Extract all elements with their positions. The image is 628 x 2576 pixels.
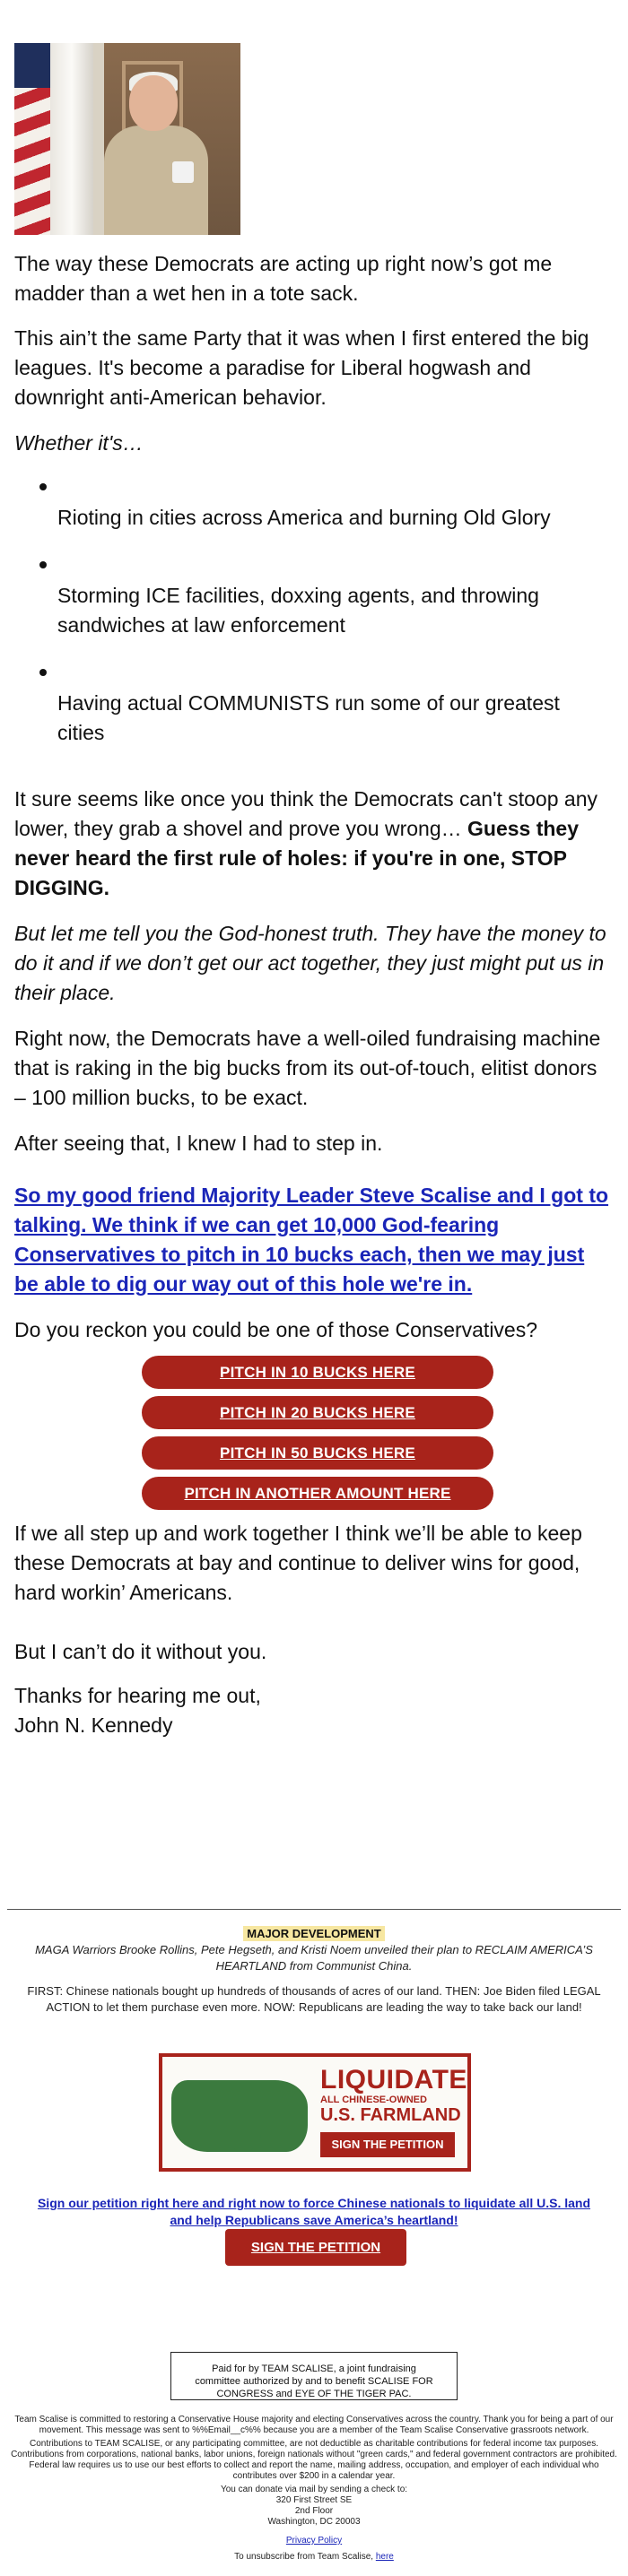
paragraph-fundraising: Right now, the Democrats have a well-oiled fundraising machine that is raking in the big bucks from its out-of-touch, elitist donors – 100 million bucks, to be exact. (14, 1027, 601, 1109)
pitch-50-button[interactable]: PITCH IN 50 BUCKS HERE (142, 1436, 493, 1470)
pitch-20-button[interactable]: PITCH IN 20 BUCKS HERE (142, 1396, 493, 1429)
unsubscribe-row: To unsubscribe from Team Scalise, here (234, 2552, 394, 2562)
list-item: Rioting in cities across America and burning Old Glory (14, 471, 610, 533)
pitch-other-button[interactable]: PITCH IN ANOTHER AMOUNT HERE (142, 1477, 493, 1510)
address-line-2: 2nd Floor (294, 2506, 334, 2516)
paragraph-intro: The way these Democrats are acting up right now’s got me madder than a wet hen in a tote sack. (14, 252, 553, 305)
address-line-1: 320 First Street SE (275, 2495, 353, 2505)
portrait-photo (14, 43, 240, 235)
banner-petition-button: SIGN THE PETITION (320, 2132, 455, 2157)
paragraph-truth: But let me tell you the God-honest truth. They have the money to do it and if we don’t get our act together, they just might put us in their place. (14, 922, 606, 1004)
mug-graphic (172, 161, 194, 183)
paragraph-party: This ain’t the same Party that it was when I first entered the big leagues. It's become a paradise for Liberal hogwash and downright anti-American behavior. (14, 326, 589, 409)
privacy-row (9, 2536, 619, 2546)
paid-for-box: Paid for by TEAM SCALISE, a joint fundraising committee authorized by and to benefit SCALISE FOR CONGRESS and EYE OF THE TIGER PAC. (170, 2352, 458, 2400)
scalise-donate-link[interactable]: So my good friend Majority Leader Steve Scalise and I got to talking. We think if we can get 10,000 God-fearing Conservatives to pitch in 10 bucks each, then we may just be able to dig our way out of this hole we're in. (14, 1184, 609, 1296)
footer-intro: MAGA Warriors Brooke Rollins, Pete Hegseth, and Kristi Noem unveiled their plan to RECLAIM AMERICA’S HEARTLAND from Communist China. (35, 1943, 593, 1973)
paragraph-without-you: But I can’t do it without you. (14, 1640, 267, 1663)
paragraph-work-together: If we all step up and work together I think we’ll be able to keep these Democrats at bay and continue to deliver wins for good, hard workin’ Americans. (14, 1522, 582, 1604)
list-item: Having actual COMMUNISTS run some of our greatest cities (14, 656, 610, 748)
sign-petition-button[interactable]: SIGN THE PETITION (225, 2229, 406, 2266)
address-line-3: Washington, DC 20003 (267, 2517, 361, 2527)
paragraph-whether: Whether it's… (14, 431, 144, 455)
signature: John N. Kennedy (14, 1713, 173, 1737)
us-map-icon (171, 2080, 308, 2152)
signoff: Thanks for hearing me out, (14, 1684, 261, 1707)
contributions-disclaimer: Contributions to TEAM SCALISE, or any participating committee, are not deductible as charitable contributions for federal income tax purposes. Contributions from corporations, national banks, labor unions, foreign nationals without "green cards," and federal government contractors are prohibited. Federal law requires us to use our best efforts to collect and report the name, mailing address, occupation, and employer of each individual who contributes over $200 in a calendar year. (11, 2439, 617, 2481)
mail-intro: You can donate via mail by sending a check to: (220, 2485, 408, 2494)
petition-link[interactable]: Sign our petition right here and right now to force Chinese nationals to liquidate all U.S. land and help Republicans save America’s heartland! (37, 2196, 591, 2227)
paragraph-holes: It sure seems like once you think the Democrats can't stoop any lower, they grab a shovel and prove you wrong… Guess they never heard the first rule of holes: if you're in one, STOP DIGGING. (14, 787, 597, 899)
paragraph-reckon: Do you reckon you could be one of those Conservatives? (14, 1318, 538, 1341)
paragraph-step-in: After seeing that, I knew I had to step in. (14, 1132, 383, 1155)
unsubscribe-link[interactable]: here (375, 2552, 394, 2562)
footer-body: FIRST: Chinese nationals bought up hundreds of thousands of acres of our land. THEN: Joe Biden filed LEGAL ACTION to let them purchase even more. NOW: Republicans are leading the way to take back our land! (27, 1984, 601, 2014)
rule-of-holes: Guess they never heard the first rule of holes: if you're in one, STOP DIGGING. (14, 817, 580, 899)
bullet-list (14, 471, 610, 764)
major-development-label: MAJOR DEVELOPMENT (0, 1926, 628, 1942)
privacy-policy-link[interactable]: Privacy Policy (285, 2536, 343, 2546)
list-item: Storming ICE facilities, doxxing agents, and throwing sandwiches at law enforcement (14, 549, 610, 640)
footer-divider (7, 1909, 621, 1910)
commitment-text: Team Scalise is committed to restoring a Conservative House majority and electing Conservatives across the country. Thank you for being a part of our movement. This message was sent to %%Email__c%% because you are a member of the Team Scalise Conservative grassroots network. (14, 2415, 614, 2435)
petition-banner[interactable]: LIQUIDATE ALL CHINESE-OWNED U.S. FARMLAND SIGN THE PETITION (159, 2053, 471, 2172)
pitch-10-button[interactable]: PITCH IN 10 BUCKS HERE (142, 1356, 493, 1389)
